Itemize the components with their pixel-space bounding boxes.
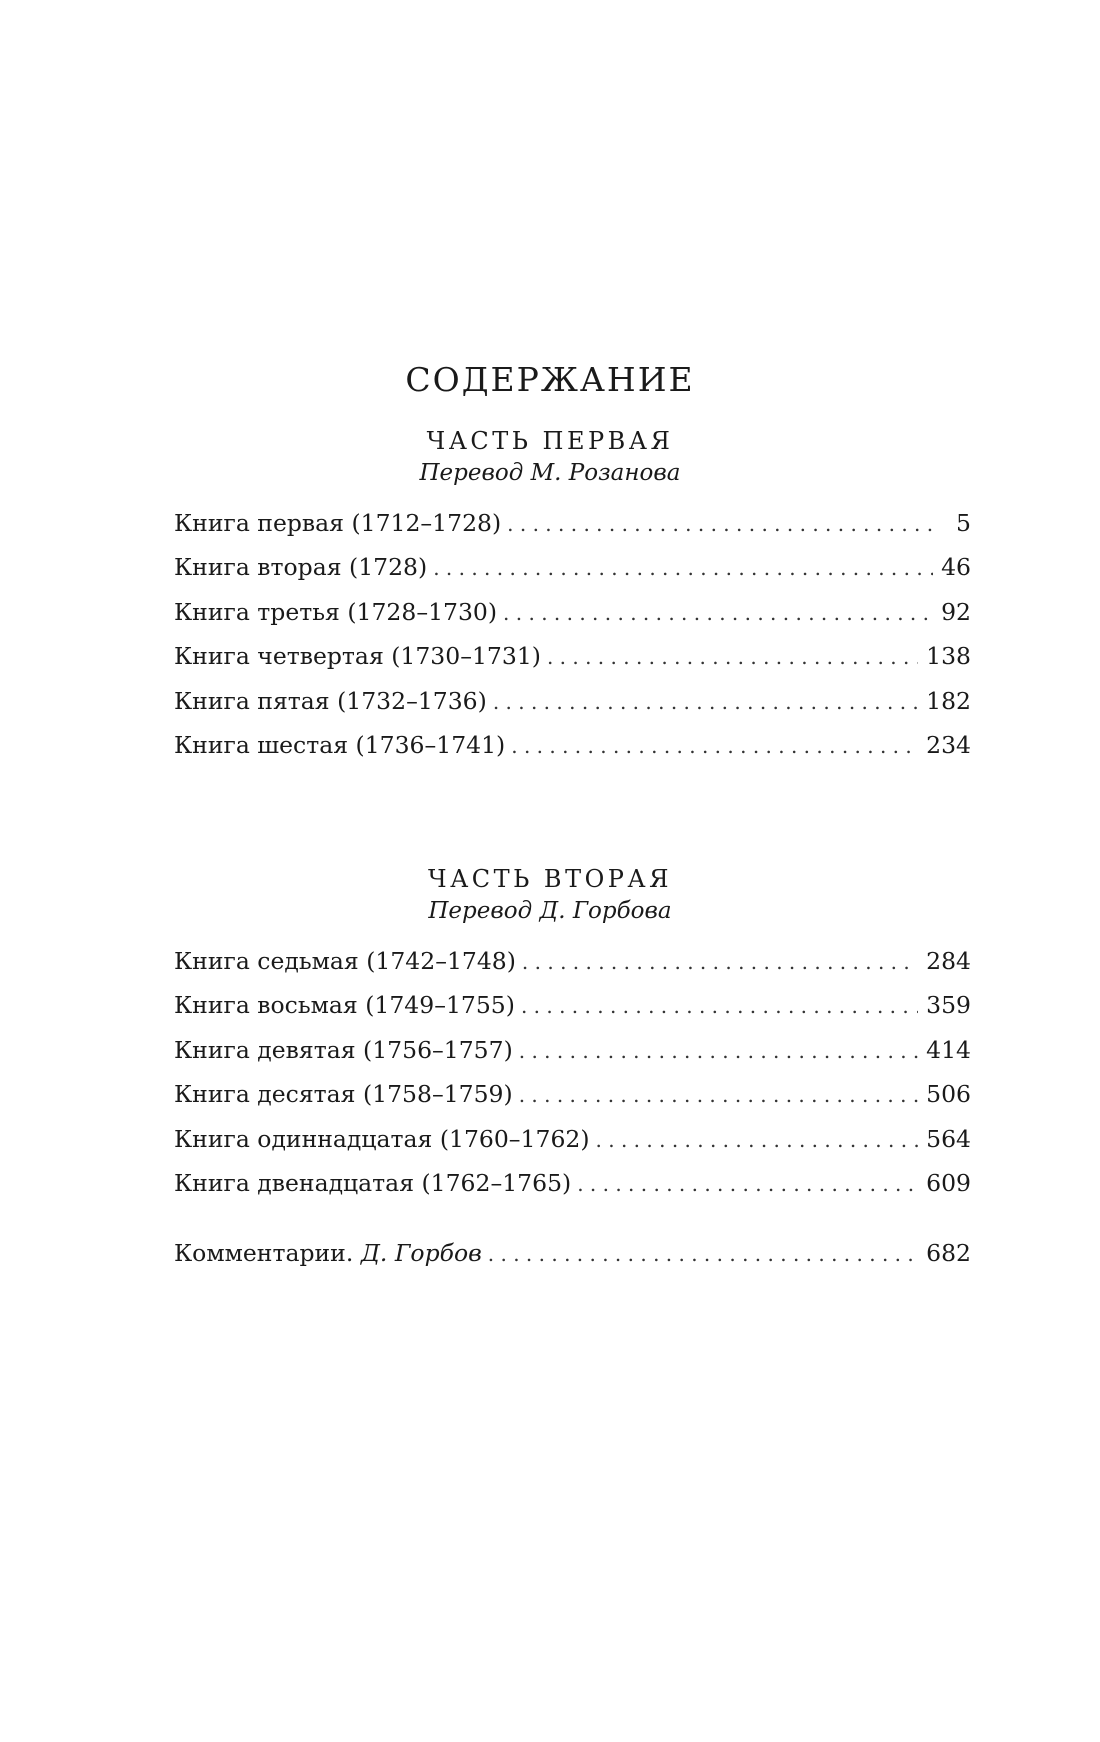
toc-entry-page: 234	[926, 730, 971, 759]
toc-leader-dots	[596, 1125, 919, 1155]
toc-entry[interactable]	[174, 1035, 971, 1079]
toc-leader-dots	[521, 991, 918, 1021]
toc-entry-page: 138	[926, 642, 971, 671]
toc-leader-dots	[519, 1036, 918, 1066]
toc-entry-page: 46	[941, 553, 971, 582]
part-two-translator: Перевод Д. Горбова	[428, 898, 672, 924]
toc-entry-label: Книга девятая (1756–1757)	[174, 1035, 513, 1064]
toc-leader-dots	[507, 509, 933, 539]
toc-entry-label: Книга шестая (1736–1741)	[174, 730, 506, 759]
page-title: СОДЕРЖАНИЕ	[405, 360, 695, 399]
toc-entry[interactable]	[174, 508, 971, 552]
toc-entry-label: Книга десятая (1758–1759)	[174, 1080, 513, 1109]
toc-entry-page: 564	[926, 1124, 971, 1153]
toc-entry-label: Книга седьмая (1742–1748)	[174, 947, 516, 975]
part-one-translator: Перевод М. Розанова	[419, 460, 681, 486]
toc-entry-label: Книга третья (1728–1730)	[174, 597, 498, 626]
commentary-toc	[174, 1238, 971, 1282]
toc-entry[interactable]	[174, 946, 971, 990]
toc-leader-dots	[493, 687, 918, 717]
toc-leader-dots	[433, 553, 933, 583]
toc-entry-label: Книга первая (1712–1728)	[174, 509, 502, 537]
toc-entry-page: 5	[956, 509, 971, 537]
toc-entry-label: Книга пятая (1732–1736)	[174, 686, 487, 715]
toc-entry[interactable]	[174, 990, 971, 1034]
toc-entry-page: 506	[926, 1080, 971, 1109]
part-two-toc	[174, 946, 971, 1212]
toc-entry-page: 682	[926, 1239, 971, 1267]
toc-leader-dots	[503, 598, 933, 628]
toc-entry[interactable]	[174, 1168, 971, 1212]
toc-entry[interactable]	[174, 552, 971, 596]
toc-leader-dots	[519, 1080, 918, 1110]
toc-entry[interactable]	[174, 597, 971, 641]
toc-entry[interactable]	[174, 730, 971, 774]
toc-entry-page: 609	[926, 1168, 971, 1197]
toc-entry-page: 92	[941, 597, 971, 626]
toc-entry[interactable]	[174, 641, 971, 685]
toc-entry-page: 359	[926, 991, 971, 1020]
toc-entry-label: Книга вторая (1728)	[174, 553, 428, 582]
toc-entry-label: Книга четвертая (1730–1731)	[174, 642, 541, 671]
part-one-toc	[174, 508, 971, 774]
toc-leader-dots	[511, 731, 918, 761]
part-one-heading: ЧАСТЬ ПЕРВАЯ	[426, 427, 674, 455]
toc-entry[interactable]	[174, 1124, 971, 1168]
toc-entry-label: Книга одиннадцатая (1760–1762)	[174, 1124, 590, 1153]
commentary-label: Комментарии.	[174, 1239, 354, 1267]
toc-entry-commentary[interactable]	[174, 1238, 971, 1282]
toc-entry-page: 284	[926, 947, 971, 975]
toc-leader-dots	[522, 947, 918, 977]
toc-entry[interactable]	[174, 686, 971, 730]
toc-entry-label	[174, 1238, 488, 1268]
part-two-heading: ЧАСТЬ ВТОРАЯ	[428, 865, 672, 893]
commentary-author: Д. Горбов	[360, 1239, 482, 1267]
toc-leader-dots	[488, 1239, 918, 1269]
toc-entry-page: 414	[926, 1035, 971, 1064]
toc-leader-dots	[577, 1169, 918, 1199]
toc-entry[interactable]	[174, 1079, 971, 1123]
toc-entry-label: Книга двенадцатая (1762–1765)	[174, 1168, 572, 1197]
toc-entry-label: Книга восьмая (1749–1755)	[174, 991, 515, 1020]
toc-entry-page: 182	[926, 686, 971, 715]
toc-leader-dots	[547, 642, 918, 672]
